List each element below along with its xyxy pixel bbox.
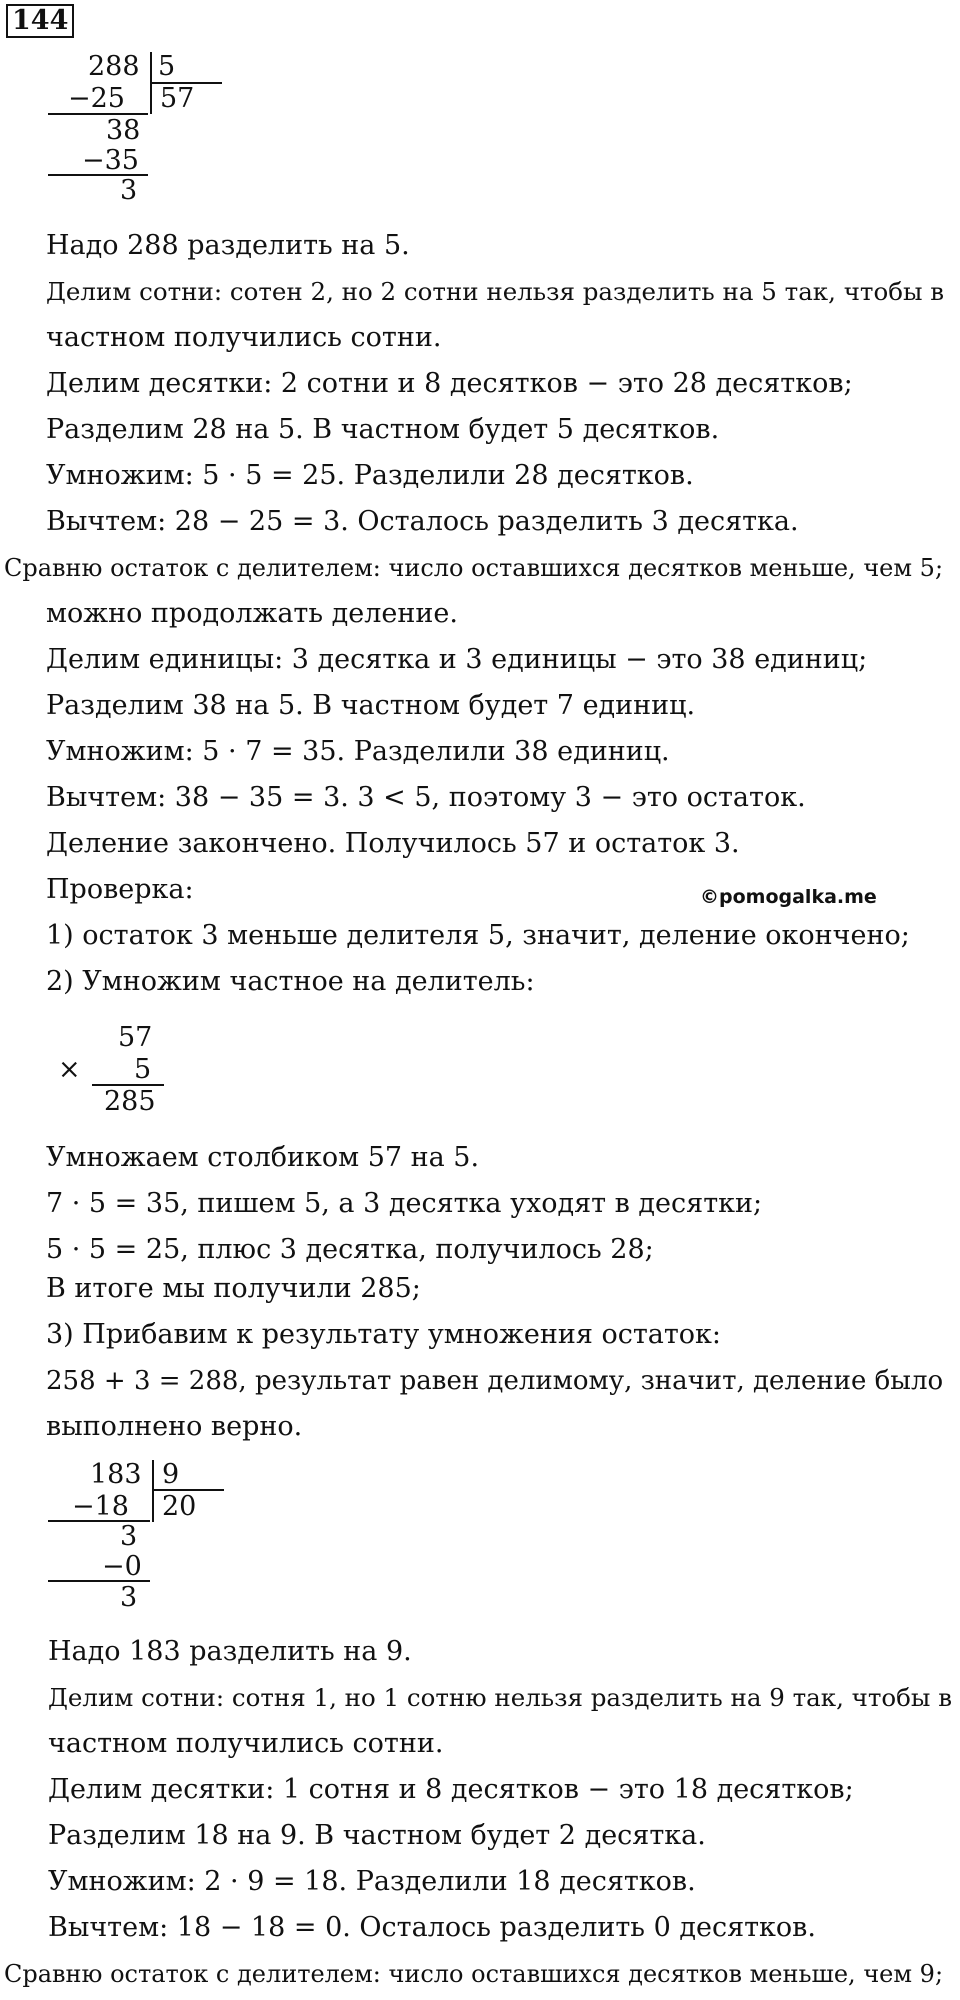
text-line: 2) Умножим частное на делитель: [46,966,535,997]
text-line: 258 + 3 = 288, результат равен делимому, значит, деление было [46,1366,944,1396]
factor-bottom: 5 [134,1054,152,1085]
task-number: 144 [6,4,74,38]
remainder: 3 [120,175,138,206]
text-line: Вычтем: 18 − 18 = 0. Осталось разделить 0 десятков. [48,1912,816,1943]
dividend: 288 [88,51,140,82]
text-line: Надо 288 разделить на 5. [46,230,410,261]
text-line: Разделим 18 на 9. В частном будет 2 десятка. [48,1820,706,1851]
text-line: выполнено верно. [46,1411,303,1442]
text-line: Делим сотни: сотня 1, но 1 сотню нельзя разделить на 9 так, чтобы в [48,1683,952,1712]
quotient: 20 [162,1491,197,1522]
text-line: Умножим: 5 · 7 = 35. Разделили 38 единиц. [46,736,670,767]
comparison-line: Сравню остаток с делителем: число оставшихся десятков меньше, чем 5; [4,554,944,582]
text-line: 7 · 5 = 35, пишем 5, а 3 десятка уходят в десятки; [46,1188,763,1219]
text-line: Разделим 38 на 5. В частном будет 7 единиц. [46,690,696,721]
text-line: 1) остаток 3 меньше делителя 5, значит, деление окончено; [46,920,910,951]
remainder: 3 [120,1582,138,1613]
quotient: 57 [160,83,195,114]
text-line: можно продолжать деление. [46,598,458,629]
text-line: Умножим: 2 · 9 = 18. Разделили 18 десятков. [48,1866,696,1897]
subtrahend-2: −0 [102,1551,142,1582]
text-line: Умножим: 5 · 5 = 25. Разделили 28 десятков. [46,460,694,491]
subtrahend-1: −18 [72,1491,129,1522]
text-line: Делим десятки: 1 сотня и 8 десятков − это 18 десятков; [48,1774,854,1805]
text-line: 5 · 5 = 25, плюс 3 десятка, получилось 28; [46,1234,654,1265]
product: 285 [104,1086,156,1117]
division-bar [152,1460,154,1522]
partial-remainder: 3 [120,1521,138,1552]
text-line: Делим сотни: сотен 2, но 2 сотни нельзя разделить на 5 так, чтобы в [46,277,945,306]
dividend: 183 [90,1459,142,1490]
text-line: Проверка: [46,874,194,905]
subtrahend-2: −35 [82,145,139,176]
text-line: Разделим 28 на 5. В частном будет 5 десятков. [46,414,720,445]
text-line: частном получились сотни. [46,322,442,353]
text-line: Надо 183 разделить на 9. [48,1636,412,1667]
subtrahend-1: −25 [68,83,125,114]
text-line: Делим единицы: 3 десятка и 3 единицы − это 38 единиц; [46,644,868,675]
text-line: Умножаем столбиком 57 на 5. [46,1142,480,1173]
factor-top: 57 [118,1022,153,1053]
text-line: Деление закончено. Получилось 57 и остаток 3. [46,828,740,859]
divisor: 5 [158,51,176,82]
multiply-sign: × [58,1054,81,1085]
text-line: 3) Прибавим к результату умножения остаток: [46,1319,722,1350]
partial-remainder: 38 [106,115,141,146]
text-line: Вычтем: 38 − 35 = 3. 3 < 5, поэтому 3 − это остаток. [46,782,806,813]
text-line: В итоге мы получили 285; [46,1273,421,1304]
watermark: ©pomogalka.me [700,886,877,908]
text-line: частном получились сотни. [48,1728,444,1759]
comparison-line: Сравню остаток с делителем: число оставшихся десятков меньше, чем 9; [4,1960,944,1988]
divisor: 9 [162,1459,180,1490]
text-line: Делим десятки: 2 сотни и 8 десятков − это 28 десятков; [46,368,853,399]
text-line: Вычтем: 28 − 25 = 3. Осталось разделить 3 десятка. [46,506,799,537]
